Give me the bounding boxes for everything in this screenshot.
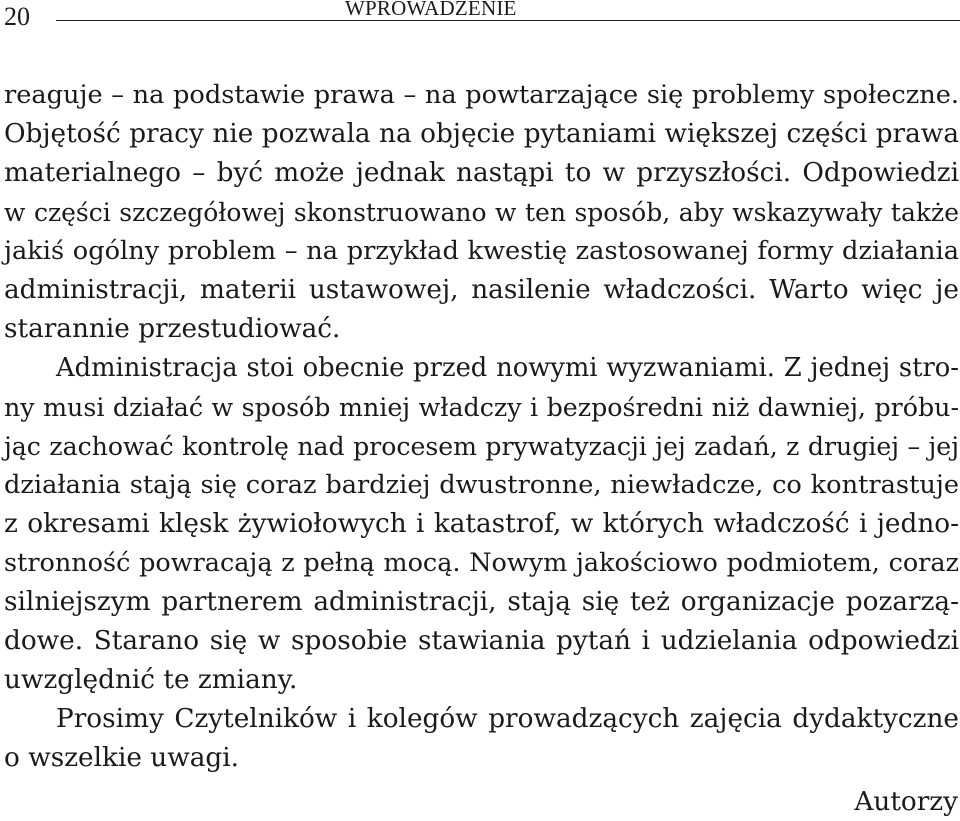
text-line: stronność powracają z pełną mocą. Nowym jakościowo podmiotem, coraz: [4, 548, 959, 578]
text-line: starannie przestudiować.: [4, 314, 341, 344]
text-line-paragraph-start: Prosimy Czytelników i kolegów prowadzących zajęcia dydaktyczne: [56, 704, 959, 734]
text-line: z okresami klęsk żywiołowych i katastrof, w których władczość i jedno-: [4, 509, 959, 539]
body-text: [4, 76, 959, 778]
text-line: Objętość pracy nie pozwala na objęcie pytaniami większej części prawa: [4, 119, 959, 149]
text-line-paragraph-start: Administracja stoi obecnie przed nowymi wyzwaniami. Z jednej stro-: [56, 353, 959, 383]
text-line: uwzględnić te zmiany.: [4, 665, 298, 695]
text-line: ny musi działać w sposób mniej władczy i bezpośredni niż dawniej, próbu-: [4, 393, 959, 422]
text-line: materialnego – być może jednak nastąpi to w przyszłości. Odpowiedzi: [4, 158, 959, 188]
running-head: WPROWADZENIE: [345, 0, 517, 20]
header-rule: [56, 20, 960, 21]
text-line: jakiś ogólny problem – na przykład kwestię zastosowanej formy działania: [4, 236, 959, 266]
text-line: w części szczegółowej skonstruowano w ten sposób, aby wskazywały także: [4, 198, 959, 227]
text-line: działania stają się coraz bardziej dwustronne, niewładcze, co kontrastuje: [4, 470, 959, 500]
text-line: administracji, materii ustawowej, nasilenie władczości. Warto więc je: [4, 275, 959, 305]
text-line: jąc zachować kontrolę nad procesem prywatyzacji jej zadań, z drugiej – jej: [4, 432, 959, 461]
page-number: 20: [4, 2, 30, 31]
page-header: [0, 0, 960, 40]
text-line: o wszelkie uwagi.: [4, 743, 240, 773]
signature: Autorzy: [854, 787, 958, 817]
text-line: dowe. Starano się w sposobie stawiania pytań i udzielania odpowiedzi: [4, 626, 959, 656]
text-line: reaguje – na podstawie prawa – na powtarzające się problemy społeczne.: [4, 80, 959, 110]
text-line: silniejszym partnerem administracji, stają się też organizacje pozarzą-: [4, 587, 959, 617]
